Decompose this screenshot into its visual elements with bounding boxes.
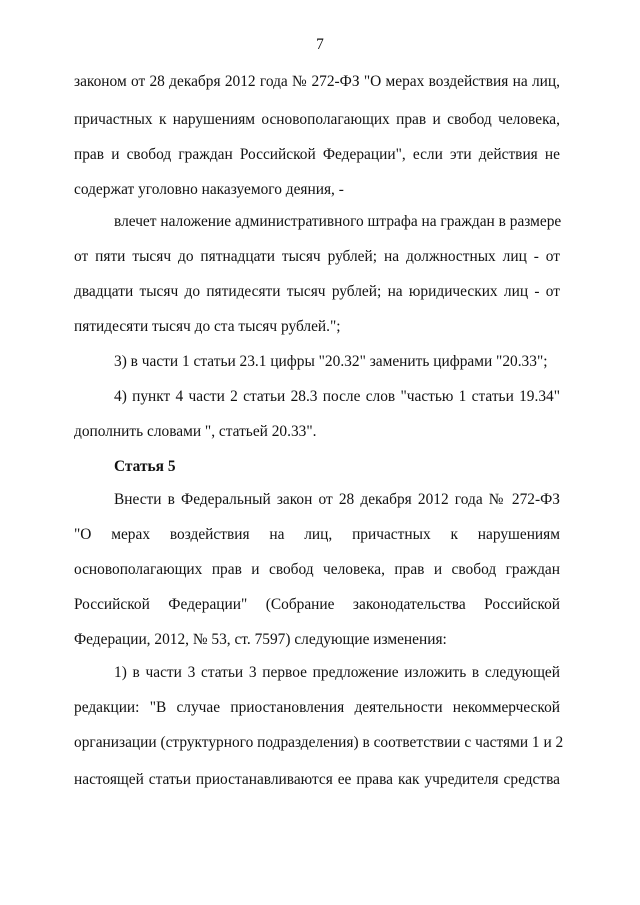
text-line: 1) в части 3 статьи 3 первое предложение изложить в следующей (114, 664, 560, 681)
text-line: двадцати тысяч до пятидесяти тысяч рублей; на юридических лиц - от (74, 283, 560, 300)
text-line: Российской Федерации" (Собрание законодательства Российской (74, 596, 560, 613)
page-number: 7 (316, 36, 324, 53)
text-line: Федерации, 2012, № 53, ст. 7597) следующие изменения: (74, 631, 447, 648)
text-line: 3) в части 1 статьи 23.1 цифры "20.32" заменить цифрами "20.33"; (114, 353, 548, 370)
text-line: редакции: "В случае приостановления деятельности некоммерческой (74, 699, 560, 716)
text-line: пятидесяти тысяч до ста тысяч рублей."; (74, 318, 341, 335)
text-line: влечет наложение административного штрафа на граждан в размере (114, 213, 562, 230)
text-line: основополагающих прав и свобод человека, прав и свобод граждан (74, 561, 560, 578)
text-line: содержат уголовно наказуемого деяния, - (74, 181, 344, 198)
text-line: законом от 28 декабря 2012 года № 272-ФЗ "О мерах воздействия на лиц, (74, 73, 560, 90)
text-line: 4) пункт 4 части 2 статьи 28.3 после слов "частью 1 статьи 19.34" (114, 388, 560, 405)
text-line: организации (структурного подразделения) в соответствии с частями 1 и 2 (74, 734, 564, 751)
text-line: дополнить словами ", статьей 20.33". (74, 423, 317, 440)
text-line: от пяти тысяч до пятнадцати тысяч рублей; на должностных лиц - от (74, 248, 560, 265)
article-heading: Статья 5 (114, 458, 176, 475)
text-line: прав и свобод граждан Российской Федерации", если эти действия не (74, 146, 560, 163)
text-line: "О мерах воздействия на лиц, причастных к нарушениям (74, 526, 560, 543)
text-line: Внести в Федеральный закон от 28 декабря 2012 года № 272-ФЗ (114, 491, 560, 508)
text-line: причастных к нарушениям основополагающих прав и свобод человека, (74, 111, 560, 128)
text-line: настоящей статьи приостанавливаются ее права как учредителя средства (74, 771, 560, 788)
